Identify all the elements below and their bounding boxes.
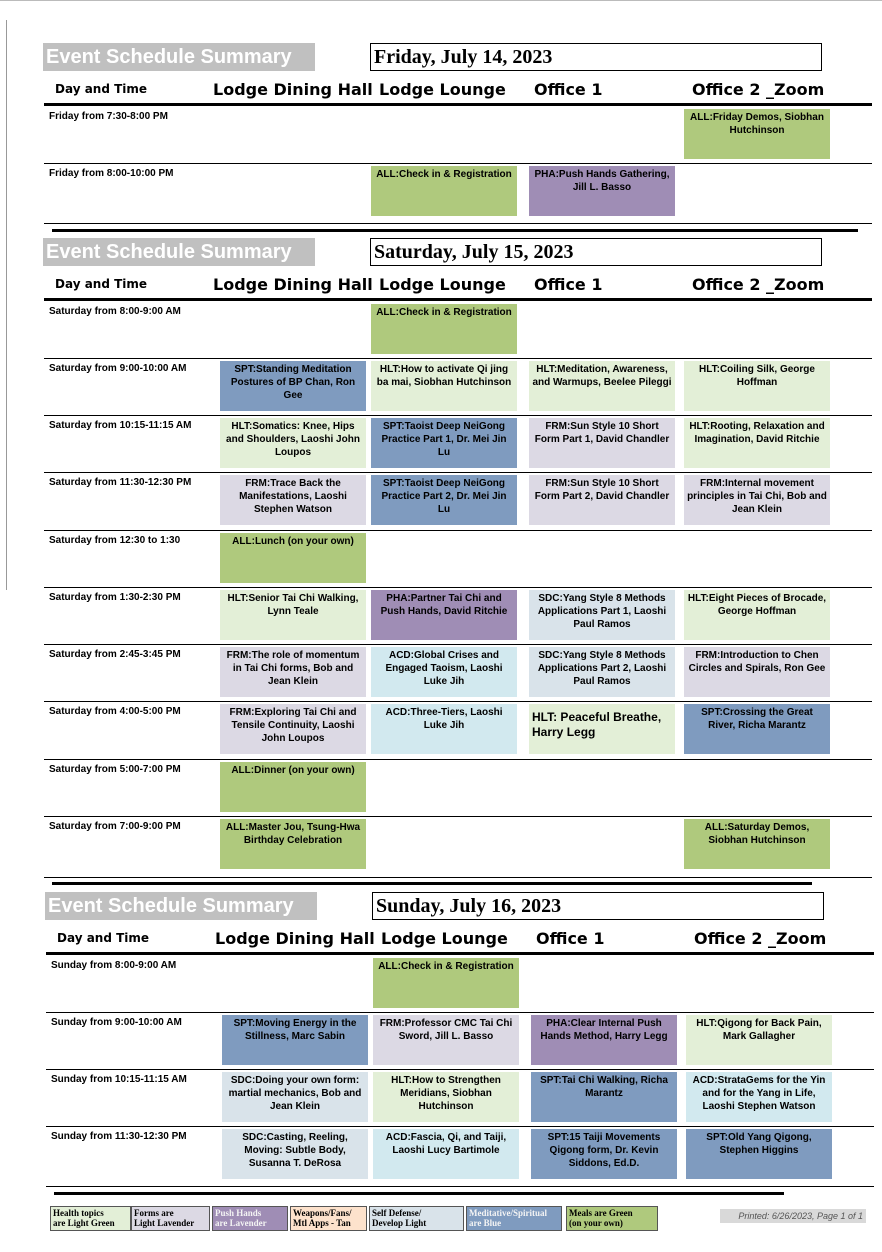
event-block: PHA:Clear Internal Push Hands Method, Harry Legg xyxy=(531,1015,677,1065)
event-block: ALL:Dinner (on your own) xyxy=(220,762,366,812)
event-block: HLT:Qigong for Back Pain, Mark Gallagher xyxy=(686,1015,832,1065)
legend-text: are Light Green xyxy=(53,1218,115,1228)
legend-text: Light Lavender xyxy=(134,1218,195,1228)
event-block: SDC:Doing your own form: martial mechanics, Bob and Jean Klein xyxy=(222,1072,368,1122)
column-header-dining: Lodge Dining Hall xyxy=(213,80,373,99)
column-header-office1: Office 1 xyxy=(534,80,603,99)
time-slot-label: Saturday from 5:00-7:00 PM xyxy=(49,764,181,775)
column-header-office2: Office 2 _Zoom xyxy=(692,80,825,99)
printed-footer: Printed: 6/26/2023, Page 1 of 1 xyxy=(720,1209,866,1223)
time-slot-label: Saturday from 2:45-3:45 PM xyxy=(49,649,181,660)
time-slot-label: Sunday from 11:30-12:30 PM xyxy=(51,1131,187,1142)
row-divider xyxy=(44,759,872,760)
legend-text: Meals are Green xyxy=(569,1208,633,1218)
row-divider xyxy=(44,587,872,588)
legend-text: Push Hands xyxy=(215,1208,262,1218)
time-slot-label: Saturday from 12:30 to 1:30 xyxy=(49,535,181,546)
row-divider xyxy=(46,1069,874,1070)
day-date: Saturday, July 15, 2023 xyxy=(370,238,822,266)
event-block: ALL:Master Jou, Tsung-Hwa Birthday Celebration xyxy=(220,819,366,869)
event-block: FRM:The role of momentum in Tai Chi forms, Bob and Jean Klein xyxy=(220,647,366,697)
row-divider xyxy=(44,223,872,224)
row-divider xyxy=(44,163,872,164)
event-block: SDC:Yang Style 8 Methods Applications Part 2, Laoshi Paul Ramos xyxy=(529,647,675,697)
section-separator xyxy=(52,882,812,885)
legend-text: are Lavender xyxy=(215,1218,267,1228)
column-header-time: Day and Time xyxy=(55,82,148,96)
row-divider xyxy=(44,358,872,359)
row-divider xyxy=(44,644,872,645)
event-block: SPT:Taoist Deep NeiGong Practice Part 2, Dr. Mei Jin Lu xyxy=(371,475,517,525)
event-block: ALL:Saturday Demos, Siobhan Hutchinson xyxy=(684,819,830,869)
section-banner: Event Schedule Summary xyxy=(45,892,317,920)
time-slot-label: Saturday from 10:15-11:15 AM xyxy=(49,420,192,431)
time-slot-label: Saturday from 1:30-2:30 PM xyxy=(49,592,181,603)
column-header-dining: Lodge Dining Hall xyxy=(215,929,375,948)
column-header-office2: Office 2 _Zoom xyxy=(692,275,825,294)
event-block: HLT:How to activate Qi jing ba mai, Siobhan Hutchinson xyxy=(371,361,517,411)
row-divider xyxy=(46,1186,874,1187)
event-block: PHA:Partner Tai Chi and Push Hands, David Ritchie xyxy=(371,590,517,640)
time-slot-label: Saturday from 9:00-10:00 AM xyxy=(49,363,187,374)
page-left-border xyxy=(6,20,7,590)
event-block: ALL:Check in & Registration xyxy=(371,166,517,216)
event-block: SPT:Old Yang Qigong, Stephen Higgins xyxy=(686,1129,832,1179)
event-block: PHA:Push Hands Gathering, Jill L. Basso xyxy=(529,166,675,216)
event-block: FRM:Introduction to Chen Circles and Spirals, Ron Gee xyxy=(684,647,830,697)
event-block: ALL:Lunch (on your own) xyxy=(220,533,366,583)
time-slot-label: Friday from 8:00-10:00 PM xyxy=(49,168,174,179)
row-divider xyxy=(44,816,872,817)
event-block: FRM:Sun Style 10 Short Form Part 1, David Chandler xyxy=(529,418,675,468)
column-header-lounge: Lodge Lounge xyxy=(379,275,506,294)
legend-text: are Blue xyxy=(469,1218,502,1228)
page-top-border xyxy=(0,0,882,1)
event-block: ACD:Three-Tiers, Laoshi Luke Jih xyxy=(371,704,517,754)
event-block: ALL:Check in & Registration xyxy=(373,958,519,1008)
time-slot-label: Saturday from 7:00-9:00 PM xyxy=(49,821,181,832)
legend-text: Develop Light xyxy=(372,1218,427,1228)
event-block: HLT:How to Strengthen Meridians, Siobhan Hutchinson xyxy=(373,1072,519,1122)
event-block: ACD:Fascia, Qi, and Taiji, Laoshi Lucy Bartimole xyxy=(373,1129,519,1179)
time-slot-label: Saturday from 11:30-12:30 PM xyxy=(49,477,192,488)
time-slot-label: Sunday from 9:00-10:00 AM xyxy=(51,1017,182,1028)
row-divider xyxy=(44,877,872,878)
event-block: FRM:Exploring Tai Chi and Tensile Continuity, Laoshi John Loupos xyxy=(220,704,366,754)
legend-text: Health topics xyxy=(53,1208,104,1218)
legend-text: Weapons/Fans/ xyxy=(293,1208,352,1218)
event-block: SDC:Casting, Reeling, Moving: Subtle Body, Susanna T. DeRosa xyxy=(222,1129,368,1179)
row-divider xyxy=(46,1012,874,1013)
event-block: HLT: Peaceful Breathe, Harry Legg xyxy=(529,704,675,754)
day-date: Friday, July 14, 2023 xyxy=(370,43,822,71)
legend-item xyxy=(212,1206,288,1231)
event-block: SPT:Standing Meditation Postures of BP Chan, Ron Gee xyxy=(220,361,366,411)
legend-text: Forms are xyxy=(134,1208,174,1218)
column-header-lounge: Lodge Lounge xyxy=(379,80,506,99)
time-slot-label: Sunday from 8:00-9:00 AM xyxy=(51,960,177,971)
event-block: SPT:Crossing the Great River, Richa Marantz xyxy=(684,704,830,754)
column-header-office2: Office 2 _Zoom xyxy=(694,929,827,948)
event-block: SPT:Moving Energy in the Stillness, Marc Sabin xyxy=(222,1015,368,1065)
event-block: SPT:Tai Chi Walking, Richa Marantz xyxy=(531,1072,677,1122)
event-block: HLT:Eight Pieces of Brocade, George Hoffman xyxy=(684,590,830,640)
row-divider xyxy=(44,415,872,416)
section-separator xyxy=(52,229,858,232)
column-header-time: Day and Time xyxy=(57,931,150,945)
column-header-office1: Office 1 xyxy=(534,275,603,294)
legend-text: Meditative/Spiritual xyxy=(469,1208,547,1218)
legend-item xyxy=(131,1206,210,1231)
row-divider xyxy=(44,530,872,531)
legend-item xyxy=(369,1206,464,1231)
event-block: FRM:Trace Back the Manifestations, Laoshi Stephen Watson xyxy=(220,475,366,525)
event-block: ALL:Check in & Registration xyxy=(371,304,517,354)
event-block: HLT:Meditation, Awareness, and Warmups, Beelee Pileggi xyxy=(529,361,675,411)
event-block: SDC:Yang Style 8 Methods Applications Part 1, Laoshi Paul Ramos xyxy=(529,590,675,640)
header-rule xyxy=(46,952,874,955)
legend-item xyxy=(50,1206,131,1231)
time-slot-label: Saturday from 4:00-5:00 PM xyxy=(49,706,181,717)
header-rule xyxy=(44,298,872,301)
event-block: ACD:Global Crises and Engaged Taoism, Laoshi Luke Jih xyxy=(371,647,517,697)
event-block: FRM:Professor CMC Tai Chi Sword, Jill L. Basso xyxy=(373,1015,519,1065)
time-slot-label: Friday from 7:30-8:00 PM xyxy=(49,111,168,122)
time-slot-label: Saturday from 8:00-9:00 AM xyxy=(49,306,181,317)
row-divider xyxy=(44,472,872,473)
event-block: HLT:Coiling Silk, George Hoffman xyxy=(684,361,830,411)
row-divider xyxy=(44,701,872,702)
row-divider xyxy=(46,1126,874,1127)
legend-text: Self Defense/ xyxy=(372,1208,422,1218)
event-block: FRM:Internal movement principles in Tai Chi, Bob and Jean Klein xyxy=(684,475,830,525)
event-block: SPT:Taoist Deep NeiGong Practice Part 1, Dr. Mei Jin Lu xyxy=(371,418,517,468)
event-block: HLT:Rooting, Relaxation and Imagination, David Ritchie xyxy=(684,418,830,468)
header-rule xyxy=(44,103,872,106)
column-header-office1: Office 1 xyxy=(536,929,605,948)
event-block: HLT:Senior Tai Chi Walking, Lynn Teale xyxy=(220,590,366,640)
legend-text: Mtl Apps - Tan xyxy=(293,1218,351,1228)
section-banner: Event Schedule Summary xyxy=(43,43,315,71)
column-header-dining: Lodge Dining Hall xyxy=(213,275,373,294)
legend-item xyxy=(566,1206,658,1231)
event-block: ACD:StrataGems for the Yin and for the Yang in Life, Laoshi Stephen Watson xyxy=(686,1072,832,1122)
event-block: HLT:Somatics: Knee, Hips and Shoulders, Laoshi John Loupos xyxy=(220,418,366,468)
day-date: Sunday, July 16, 2023 xyxy=(372,892,824,920)
legend-item xyxy=(290,1206,367,1231)
time-slot-label: Sunday from 10:15-11:15 AM xyxy=(51,1074,187,1085)
section-separator xyxy=(54,1192,784,1195)
legend-item xyxy=(466,1206,562,1231)
event-block: FRM:Sun Style 10 Short Form Part 2, David Chandler xyxy=(529,475,675,525)
event-block: ALL:Friday Demos, Siobhan Hutchinson xyxy=(684,109,830,159)
column-header-time: Day and Time xyxy=(55,277,148,291)
column-header-lounge: Lodge Lounge xyxy=(381,929,508,948)
section-banner: Event Schedule Summary xyxy=(43,238,315,266)
event-block: SPT:15 Taiji Movements Qigong form, Dr. Kevin Siddons, Ed.D. xyxy=(531,1129,677,1179)
legend-text: (on your own) xyxy=(569,1218,623,1228)
